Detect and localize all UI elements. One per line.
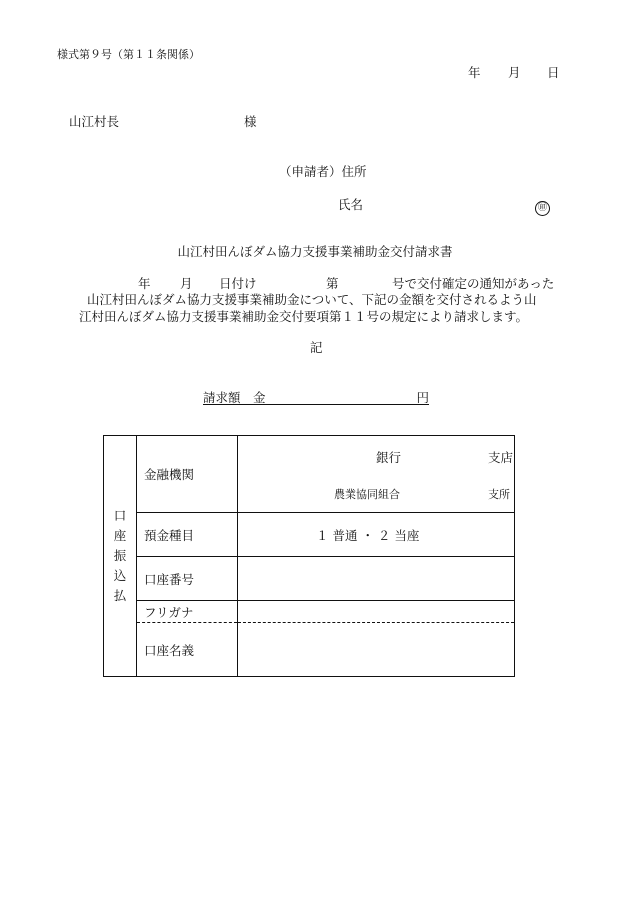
bank-suffix: 銀行: [376, 450, 402, 465]
date-year-label: 年: [468, 65, 481, 80]
body-dated: 日付け: [219, 276, 257, 291]
body-year: 年: [138, 276, 151, 291]
account-number-field[interactable]: [238, 557, 515, 601]
seal-mark: ㊞: [535, 195, 550, 216]
bank-transfer-table: [103, 435, 515, 677]
coop-suffix: 農業協同組合: [334, 488, 400, 501]
financial-institution-field[interactable]: [238, 436, 515, 513]
applicant-address-label: （申請者）住所: [279, 164, 367, 179]
body-line2: 山江村田んぼダム協力支援事業補助金について、下記の金額を交付されるよう山: [87, 292, 537, 307]
account-transfer-side-label: 口 座 振 込 払: [104, 436, 137, 677]
body-no: 第: [326, 276, 339, 291]
form-number: 様式第９号（第１１条関係）: [57, 48, 200, 61]
addressee-name: 山江村長: [69, 114, 120, 129]
ki-heading: 記: [310, 340, 323, 355]
claim-unit: 円: [416, 390, 429, 405]
account-name-label: 口座名義: [137, 623, 238, 677]
claim-amount-line: [203, 388, 429, 405]
body-line3: 江村田んぼダム協力支援事業補助金交付要項第１１号の規定により請求します。: [79, 309, 529, 324]
applicant-name-label: 氏名: [338, 197, 364, 212]
body-line1-end: 号で交付確定の通知があった: [392, 276, 555, 291]
furigana-field[interactable]: [238, 601, 515, 623]
deposit-type-options: １ 普通 ・ ２ 当座: [316, 527, 420, 543]
claim-label: 請求額 金: [203, 390, 266, 405]
deposit-type-label: 預金種目: [137, 513, 238, 557]
document-title: 山江村田んぼダム協力支援事業補助金交付請求書: [177, 244, 453, 259]
addressee-honorific: 様: [244, 114, 257, 129]
coop-branch-suffix: 支所: [488, 488, 510, 501]
body-month: 月: [180, 276, 193, 291]
branch-suffix: 支店: [488, 450, 514, 465]
deposit-type-field[interactable]: [238, 513, 515, 557]
furigana-label: フリガナ: [137, 601, 238, 623]
account-name-field[interactable]: [238, 623, 515, 677]
date-month-label: 月: [508, 65, 521, 80]
date-day-label: 日: [547, 65, 560, 80]
account-number-label: 口座番号: [137, 557, 238, 601]
financial-institution-label: 金融機関: [137, 436, 238, 513]
